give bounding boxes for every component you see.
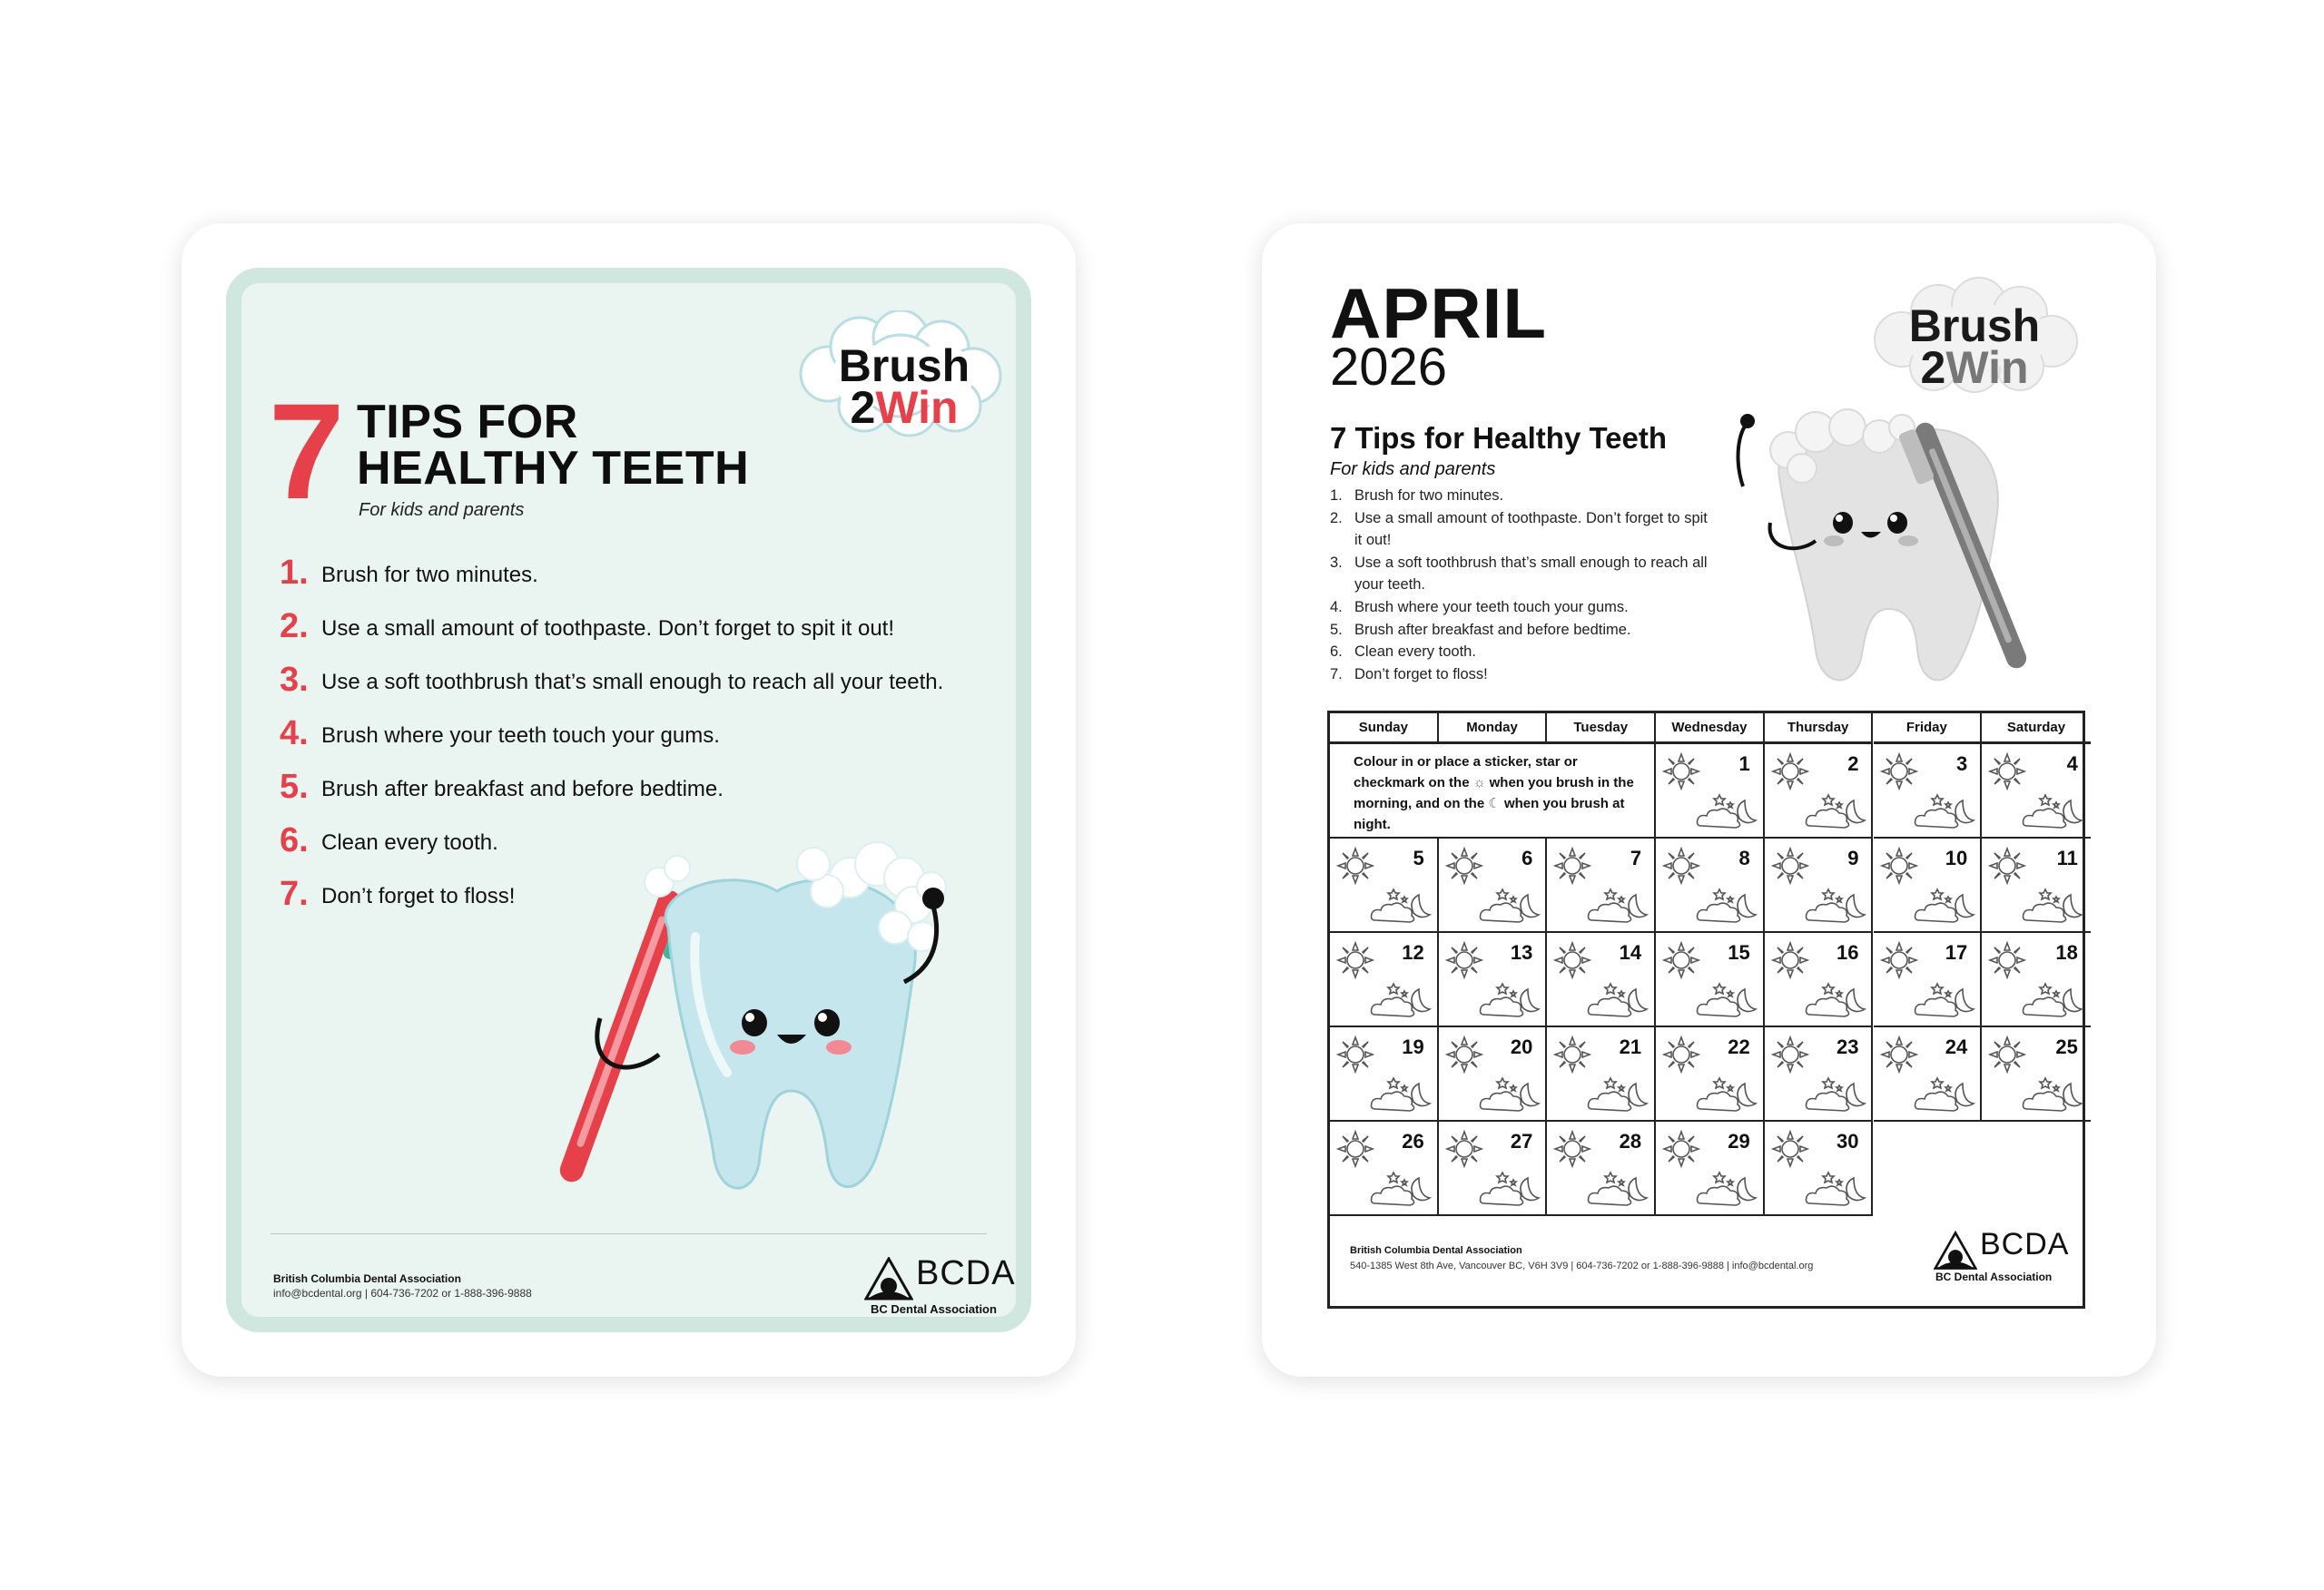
tip-text: Brush where your teeth touch your gums. [1354, 598, 1629, 615]
tip-number: 2. [1330, 509, 1343, 526]
day-number: 14 [1619, 941, 1642, 964]
day-number: 28 [1619, 1130, 1642, 1153]
day-number: 27 [1510, 1130, 1533, 1153]
list-item [1330, 552, 1711, 596]
moon-cloud-icon [2018, 886, 2085, 926]
day-number: 5 [1413, 847, 1424, 869]
sun-icon [1770, 751, 1810, 791]
day-number: 7 [1630, 847, 1642, 869]
logo-num: 2 [850, 382, 876, 433]
list-item [280, 600, 943, 653]
tip-number: 6. [1330, 643, 1343, 661]
sun-icon [1879, 940, 1919, 980]
tooth-mascot-illustration [1716, 396, 2097, 695]
day-number: 13 [1510, 941, 1533, 964]
calendar-tips-subtitle: For kids and parents [1330, 459, 1496, 479]
moon-cloud-icon: ☾ [1488, 796, 1501, 811]
bcda-wordmark: BCDA [916, 1254, 1016, 1292]
calendar-day-cell[interactable] [1547, 839, 1656, 933]
tip-number: 3. [1330, 554, 1343, 571]
bcda-wordmark: BCDA [1980, 1227, 2070, 1261]
calendar-day-cell[interactable] [1439, 839, 1548, 933]
list-item [1330, 485, 1711, 507]
moon-cloud-icon [1475, 1169, 1542, 1209]
sun-icon [1770, 1129, 1810, 1169]
sun-icon [1444, 940, 1484, 980]
list-item [1330, 641, 1711, 663]
tip-number: 1. [280, 554, 309, 592]
tip-text: Use a small amount of toothpaste. Don’t forget to spit it out! [321, 615, 894, 641]
moon-cloud-icon [1366, 1075, 1433, 1114]
sun-icon [1770, 1035, 1810, 1075]
weekday-header: Thursday [1765, 713, 1874, 744]
calendar-day-cell[interactable] [1547, 1027, 1656, 1122]
weekday-header: Wednesday [1656, 713, 1765, 744]
calendar-day-cell[interactable] [1439, 1027, 1548, 1122]
moon-cloud-icon [1692, 1075, 1759, 1114]
calendar-day-cell[interactable] [1982, 1027, 2091, 1122]
sun-icon [1552, 1035, 1592, 1075]
moon-cloud-icon [1801, 1075, 1868, 1114]
day-number: 17 [1945, 941, 1968, 964]
tip-text: Clean every tooth. [1354, 643, 1476, 661]
poster-divider [271, 1233, 987, 1234]
sun-icon [1444, 1035, 1484, 1075]
moon-cloud-icon [1366, 1169, 1433, 1209]
day-number: 12 [1402, 941, 1424, 964]
sun-icon [1335, 846, 1375, 886]
poster-title-line2: HEALTHY TEETH [357, 441, 750, 495]
sun-icon [1661, 1035, 1701, 1075]
sun-icon [1987, 1035, 2027, 1075]
bcda-logo-icon [864, 1257, 913, 1300]
tip-number: 7. [1330, 665, 1343, 682]
list-item [280, 546, 943, 600]
sun-icon [1335, 1035, 1375, 1075]
tip-number: 7. [280, 875, 309, 913]
day-number: 26 [1402, 1130, 1424, 1153]
calendar-day-cell[interactable] [1656, 744, 1765, 839]
day-number: 20 [1510, 1035, 1533, 1058]
calendar-day-cell[interactable] [1765, 839, 1874, 933]
calendar-day-cell[interactable] [1439, 933, 1548, 1027]
tip-text: Use a soft toothbrush that’s small enough to reach all your teeth. [1354, 554, 1708, 594]
list-item [1330, 663, 1711, 686]
sun-icon [1552, 846, 1592, 886]
moon-cloud-icon [1583, 886, 1650, 926]
logo-word-brush: Brush [1908, 300, 2041, 351]
tip-text: Don’t forget to floss! [1354, 665, 1488, 682]
calendar-day-cell[interactable] [1982, 744, 2091, 839]
sun-icon [1444, 1129, 1484, 1169]
calendar-day-cell[interactable] [1330, 933, 1439, 1027]
calendar-day-cell[interactable] [1656, 1027, 1765, 1122]
instructions-text: when you brush in the morning, and on the [1354, 775, 1634, 811]
calendar-day-cell[interactable] [1656, 1122, 1765, 1216]
calendar-day-cell[interactable] [1765, 1027, 1874, 1122]
moon-cloud-icon [1692, 980, 1759, 1020]
footer-org: British Columbia Dental Association [1350, 1245, 1522, 1256]
tip-number: 6. [280, 821, 309, 859]
tip-number: 4. [280, 714, 309, 752]
day-number: 19 [1402, 1035, 1424, 1058]
moon-cloud-icon [1366, 980, 1433, 1020]
day-number: 23 [1837, 1035, 1859, 1058]
tip-text: Brush for two minutes. [321, 562, 538, 587]
moon-cloud-icon [1692, 886, 1759, 926]
sun-icon [1879, 846, 1919, 886]
footer-org: British Columbia Dental Association [273, 1272, 461, 1285]
moon-cloud-icon [1366, 886, 1433, 926]
day-number: 1 [1738, 752, 1750, 775]
sun-icon [1770, 940, 1810, 980]
instructions-text: when you brush at night. [1354, 796, 1625, 832]
calendar-day-cell[interactable] [1330, 1122, 1439, 1216]
brush2win-logo [1902, 300, 2047, 393]
calendar-tips-title: 7 Tips for Healthy Teeth [1330, 421, 1668, 455]
tip-text: Use a small amount of toothpaste. Don’t forget to spit it out! [1354, 509, 1708, 549]
tip-text: Brush where your teeth touch your gums. [321, 722, 720, 748]
sun-icon [1335, 940, 1375, 980]
calendar-day-cell[interactable] [1982, 933, 2091, 1027]
sun-icon [1770, 846, 1810, 886]
big-seven: 7 [269, 375, 345, 527]
logo-word-brush: Brush [838, 340, 970, 391]
tip-number: 5. [280, 768, 309, 806]
day-number: 6 [1521, 847, 1533, 869]
sun-icon [1987, 751, 2027, 791]
moon-cloud-icon [1475, 980, 1542, 1020]
bcda-logo-icon [1934, 1231, 1977, 1271]
calendar-tips-list [1330, 485, 1711, 685]
calendar-card [1262, 223, 2156, 1377]
instructions-text: Colour in or place a sticker, star or checkmark on the [1354, 754, 1578, 790]
sun-icon [1661, 846, 1701, 886]
calendar-day-cell[interactable] [1874, 1027, 1983, 1122]
calendar-day-cell[interactable] [1330, 1027, 1439, 1122]
footer-address: 540-1385 West 8th Ave, Vancouver BC, V6H 3V9 | 604-736-7202 or 1-888-396-9888 | info@bcdental.org [1350, 1261, 1814, 1271]
tip-number: 3. [280, 661, 309, 699]
logo-word-win: Win [1945, 342, 2029, 393]
day-number: 16 [1837, 941, 1859, 964]
moon-cloud-icon [1801, 1169, 1868, 1209]
poster-subtitle: For kids and parents [359, 500, 525, 520]
weekday-header: Monday [1439, 713, 1548, 744]
sun-icon [1987, 940, 2027, 980]
tip-number: 4. [1330, 598, 1343, 615]
sun-icon: ☼ [1472, 775, 1486, 790]
moon-cloud-icon [1475, 1075, 1542, 1114]
tips-poster-card [182, 223, 1076, 1377]
moon-cloud-icon [1801, 886, 1868, 926]
calendar-day-cell[interactable] [1874, 839, 1983, 933]
sun-icon [1444, 846, 1484, 886]
brush2win-logo [832, 340, 977, 433]
list-item [1330, 596, 1711, 619]
weekday-header: Friday [1874, 713, 1983, 744]
day-number: 3 [1955, 752, 1968, 775]
moon-cloud-icon [1801, 791, 1868, 831]
calendar-day-cell[interactable] [1765, 744, 1874, 839]
day-number: 15 [1728, 941, 1750, 964]
moon-cloud-icon [2018, 791, 2085, 831]
tip-text: Don’t forget to floss! [321, 883, 516, 908]
moon-cloud-icon [1910, 886, 1977, 926]
day-number: 11 [2056, 847, 2078, 869]
bcda-subtitle: BC Dental Association [871, 1302, 997, 1316]
day-number: 4 [2066, 752, 2078, 775]
poster-title [357, 396, 750, 495]
sun-icon [1987, 846, 2027, 886]
list-item [280, 707, 943, 761]
tip-text: Use a soft toothbrush that’s small enough to reach all your teeth. [321, 669, 944, 694]
day-number: 24 [1945, 1035, 1968, 1058]
day-number: 10 [1945, 847, 1968, 869]
day-number: 30 [1837, 1130, 1859, 1153]
day-number: 21 [1619, 1035, 1642, 1058]
tip-text: Brush after breakfast and before bedtime. [1354, 621, 1631, 638]
moon-cloud-icon [1910, 980, 1977, 1020]
list-item [1330, 619, 1711, 642]
sun-icon [1335, 1129, 1375, 1169]
day-number: 22 [1728, 1035, 1750, 1058]
calendar-day-cell[interactable] [1765, 933, 1874, 1027]
calendar-day-cell[interactable] [1982, 839, 2091, 933]
list-item [280, 761, 943, 814]
calendar-day-cell[interactable] [1656, 933, 1765, 1027]
tip-text: Brush after breakfast and before bedtime. [321, 776, 724, 801]
tip-text: Clean every tooth. [321, 829, 498, 855]
calendar-instructions [1330, 744, 1656, 839]
sun-icon [1552, 1129, 1592, 1169]
tooth-mascot-illustration [514, 828, 986, 1227]
sun-icon [1552, 940, 1592, 980]
calendar-frame [1327, 711, 2085, 1309]
calendar-day-cell[interactable] [1765, 1122, 1874, 1216]
moon-cloud-icon [1801, 980, 1868, 1020]
calendar-day-cell[interactable] [1547, 1122, 1656, 1216]
logo-word-win: Win [875, 382, 959, 433]
moon-cloud-icon [2018, 1075, 2085, 1114]
list-item [1330, 507, 1711, 552]
tip-number: 2. [280, 607, 309, 645]
sun-icon [1661, 751, 1701, 791]
footer-contact: info@bcdental.org | 604-736-7202 or 1-888-396-9888 [273, 1287, 532, 1300]
poster-title-line1: TIPS FOR [357, 396, 578, 448]
tip-text: Brush for two minutes. [1354, 487, 1504, 504]
calendar-day-cell[interactable] [1439, 1122, 1548, 1216]
calendar-day-cell[interactable] [1874, 933, 1983, 1027]
moon-cloud-icon [2018, 980, 2085, 1020]
sun-icon [1661, 1129, 1701, 1169]
tip-number: 1. [1330, 487, 1343, 504]
tips-poster [226, 268, 1031, 1332]
moon-cloud-icon [1583, 1169, 1650, 1209]
calendar-year: 2026 [1330, 338, 1448, 397]
calendar-month: APRIL [1330, 273, 1547, 353]
day-number: 2 [1847, 752, 1859, 775]
list-item [280, 653, 943, 707]
moon-cloud-icon [1583, 980, 1650, 1020]
moon-cloud-icon [1692, 1169, 1759, 1209]
tip-number: 5. [1330, 621, 1343, 638]
day-number: 18 [2055, 941, 2078, 964]
calendar-day-cell[interactable] [1547, 933, 1656, 1027]
weekday-header: Sunday [1330, 713, 1439, 744]
calendar-day-cell[interactable] [1874, 744, 1983, 839]
weekday-header: Saturday [1982, 713, 2091, 744]
sun-icon [1879, 751, 1919, 791]
sun-icon [1879, 1035, 1919, 1075]
bcda-subtitle: BC Dental Association [1935, 1271, 2053, 1283]
day-number: 8 [1738, 847, 1750, 869]
weekday-header: Tuesday [1547, 713, 1656, 744]
moon-cloud-icon [1692, 791, 1759, 831]
moon-cloud-icon [1910, 791, 1977, 831]
sun-icon [1661, 940, 1701, 980]
day-number: 29 [1728, 1130, 1750, 1153]
calendar-day-cell[interactable] [1330, 839, 1439, 933]
logo-num: 2 [1920, 342, 1946, 393]
moon-cloud-icon [1475, 886, 1542, 926]
day-number: 9 [1847, 847, 1859, 869]
day-number: 25 [2055, 1035, 2078, 1058]
moon-cloud-icon [1910, 1075, 1977, 1114]
moon-cloud-icon [1583, 1075, 1650, 1114]
calendar-day-cell[interactable] [1656, 839, 1765, 933]
